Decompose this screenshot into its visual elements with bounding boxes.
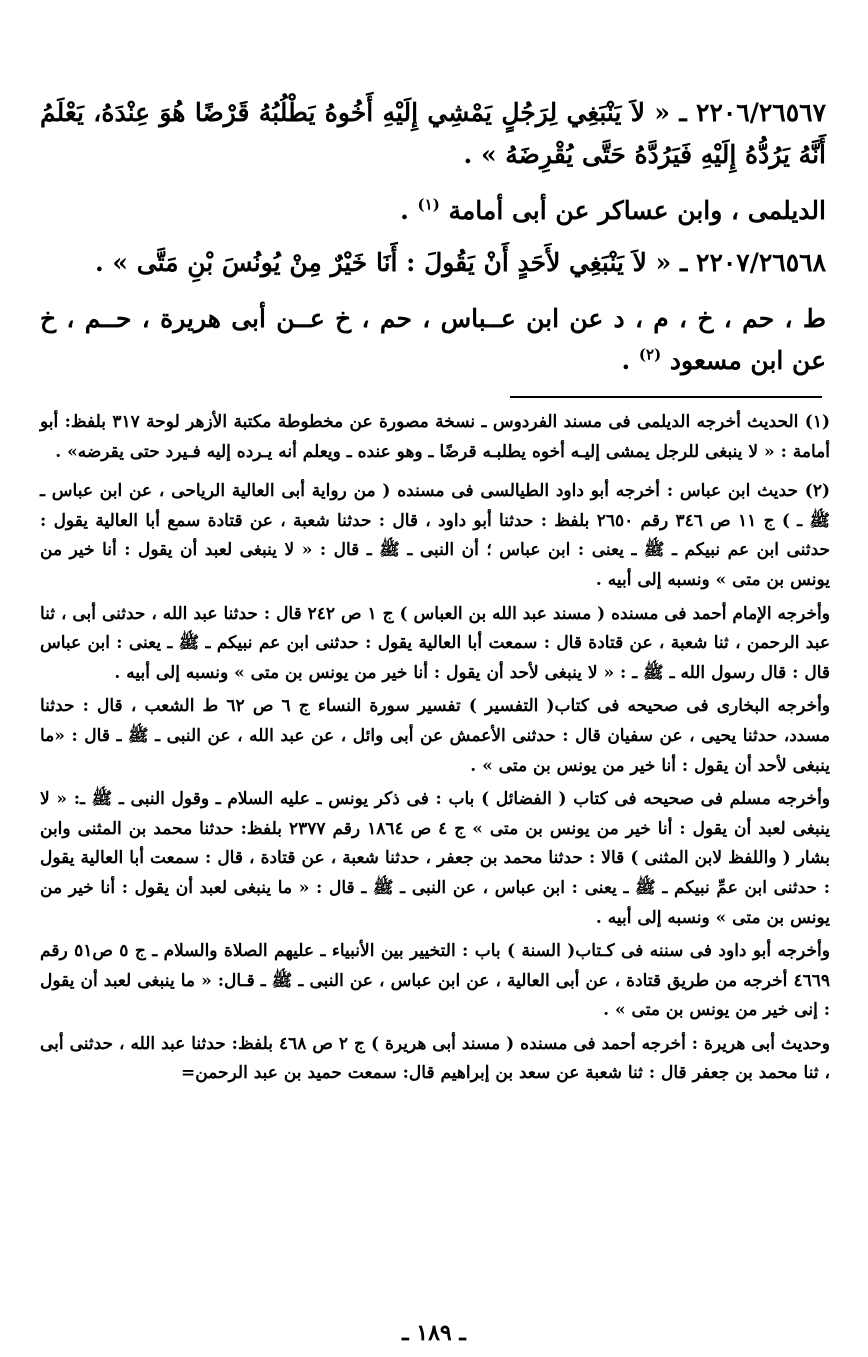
footnotes [40, 408, 830, 1089]
hadith-2207: ٢٢٠٧/٢٦٥٦٨ ـ « لاَ يَنْبَغِي لأَحَدٍ أَنْ يَقُولَ : أَنَا خَيْرٌ مِنْ يُونُسَ بْنِ مَتَّى » . [95, 248, 826, 277]
page-number: ـ ١٨٩ ـ [402, 1320, 466, 1346]
footnote-2-paragraph-6: وحديث أبى هريرة : أخرجه أحمد فى مسنده ( مسند أبى هريرة ) ج ٢ ص ٤٦٨ بلفظ: حدثنا عبد الله ، حدثنى أبى ، ثنا محمد بن جعفر قال : ثنا شعبة عن سعد بن إبراهيم قال: سمعت حميد بن عبد الرحمن= [40, 1033, 830, 1084]
hadith-section [40, 92, 826, 382]
hadith-2206-source: الديلمى ، وابن عساكر عن أبى أمامة $^{(١)}$ . [400, 195, 826, 225]
hadith-2206: ٢٢٠٦/٢٦٥٦٧ ـ « لاَ يَنْبَغِي لِرَجُلٍ يَمْشِي إِلَيْهِ أَخُوهُ يَطْلُبُهُ قَرْضًا هُوَ عِنْدَهُ، يَعْلَمُ أَنَّهُ يَرُدُّهُ إِلَيْهِ فَيَرُدَّهُ حَتَّى يُقْرِضَهُ » . [40, 98, 826, 169]
footnote-2-paragraph-2: وأخرجه الإمام أحمد فى مسنده ( مسند عبد الله بن العباس ) ج ١ ص ٢٤٢ قال : حدثنا عبد الله ، حدثنى أبى ، ثنا عبد الرحمن ، ثنا شعبة ، عن قتادة قال : سمعت أبا العالية يقول : حدثنى ابن عم نبيكم ـ ﷺ ـ يعنى : ابن عباس قال : قال رسول الله ـ ﷺ ـ : « لا ينبغى لأحد أن يقول : أنا خير من يونس بن متى » ونسبه إلى أبيه . [40, 603, 830, 683]
footnote-2-paragraph-1: (٢) حديث ابن عباس : أخرجه أبو داود الطيالسى فى مسنده ( من رواية أبى العالية الرياحى ، عن ابن عباس ـ ﷺ ـ ) ج ١١ ص ٣٤٦ رقم ٢٦٥٠ بلفظ : حدثنا أبو داود ، قال : حدثنا شعبة ، عن قتادة سمع أبا العالية يقول : حدثنى ابن عم نبيكم ـ ﷺ ـ يعنى : ابن عباس ؛ أن النبى ـ ﷺ ـ قال : « لا ينبغى لعبد أن يقول : أنا خير من يونس بن متى » ونسبه إلى أبيه . [40, 481, 830, 590]
footnote-2-paragraph-4: وأخرجه مسلم فى صحيحه فى كتاب ( الفضائل ) باب : فى ذكر يونس ـ عليه السلام ـ وقول النبى ـ ﷺ ـ: « لا ينبغى لعبد أن يقول : أنا خير من يونس بن متى » ج ٤ ص ١٨٦٤ رقم ٢٣٧٧ بلفظ: حدثنا محمد بن المثنى وابن بشار ( واللفظ لابن المثنى ) قالا : حدثنا محمد بن جعفر ، حدثنا شعبة ، عن قتادة ، قال : سمعت أبا العالية يقول : حدثنى ابن عمِّ نبيكم ـ ﷺ ـ يعنى : ابن عباس ، عن النبى ـ ﷺ ـ قال : « ما ينبغى لعبد أن يقول : أنا خير من يونس بن متى » ونسبه إلى أبيه . [40, 789, 831, 928]
footnote-1: (١) الحديث أخرجه الديلمى فى مسند الفردوس ـ نسخة مصورة عن مخطوطة مكتبة الأزهر لوحة ٣١٧ بلفظ: أبو أمامة : « لا ينبغى للرجل يمشى إليـه أخوه يطلبـه قرضًا ـ وهو عنده ـ ويعلم أنه يـرده إليه فـيرد حتى يقرضه» . [40, 412, 831, 462]
footnote-ref-1: (١) [417, 195, 440, 214]
hadith-2207-source-text: ط ، حم ، خ ، م ، د عن ابن عــباس ، حم ، خ عــن أبى هريرة ، حــم ، خ عن ابن مسعود [40, 304, 826, 375]
footnote-2-paragraph-3: وأخرجه البخارى فى صحيحه فى كتاب( التفسير ) تفسير سورة النساء ج ٦ ص ٦٢ ط الشعب ، قال : حدثنا مسدد، حدثنا يحيى ، عن سفيان قال : حدثنى الأعمش عن أبى وائل ، عن عبد الله ، عن النبى ـ ﷺ ـ قال : «ما ينبغى لأحد أن يقول : أنا خير من يونس بن متى » . [40, 696, 831, 776]
footnote-ref-2: (٢) [638, 345, 662, 364]
hadith-2207-source-end: . [621, 346, 639, 375]
footnote-2-paragraph-5: وأخرجه أبو داود فى سننه فى كـتاب( السنة ) باب : التخيير بين الأنبياء ـ عليهم الصلاة والسلام ـ ج ٥ ص٥١ رقم ٤٦٦٩ أخرجه من طريق قتادة ، عن أبى العالية ، عن ابن عباس ، عن النبى ـ ﷺ ـ قـال: « ما ينبغى لعبد أن يقول : إنى خير من يونس بن متى » . [40, 941, 830, 1021]
hadith-2206-source-text: الديلمى ، وابن عساكر عن أبى أمامة [448, 196, 826, 225]
hadith-2207-source [40, 298, 826, 382]
footnote-divider [510, 396, 822, 398]
